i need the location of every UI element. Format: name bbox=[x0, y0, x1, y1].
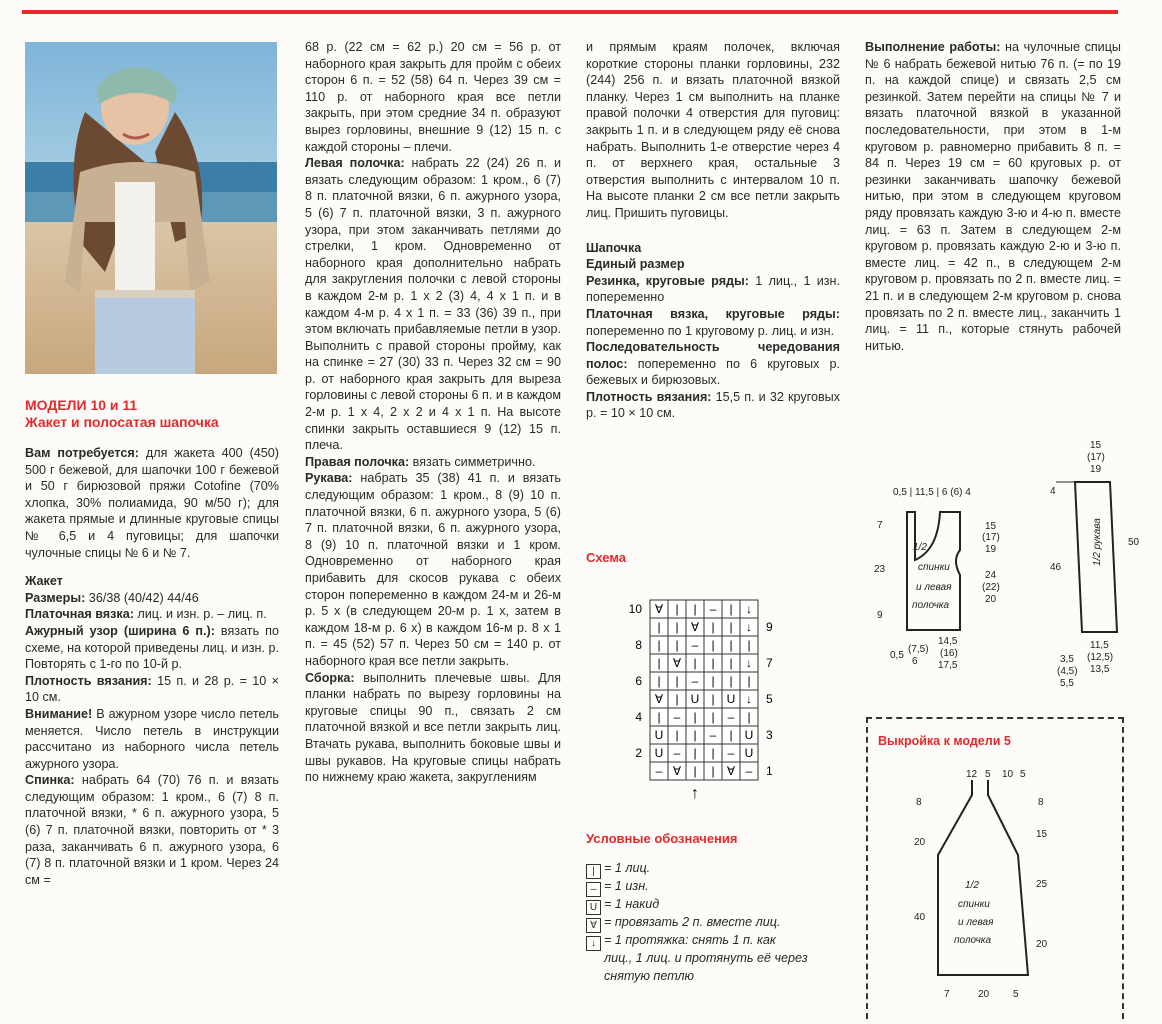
chart-symbol: | bbox=[675, 674, 679, 688]
legend-symbol: – bbox=[586, 882, 601, 897]
chart-symbol: – bbox=[709, 602, 717, 616]
chart-symbol: | bbox=[657, 710, 661, 724]
sleeve-bottom-4: 3,5 bbox=[1060, 654, 1074, 665]
back-bottom-5: (16) bbox=[940, 648, 958, 659]
rib-paragraph: Резинка, круговые ряды: 1 лиц., 1 изн. попеременно bbox=[586, 273, 840, 305]
legend-symbol: U bbox=[586, 900, 601, 915]
density-paragraph: Плотность вязания: 15 п. и 28 р. = 10 × 10 см. bbox=[25, 673, 279, 705]
legend-item bbox=[586, 878, 649, 897]
right-front-paragraph: Правая полочка: вязать симметрично. bbox=[305, 454, 536, 469]
back-bottom-2: (7,5) bbox=[908, 644, 929, 655]
back-right-4: 24 bbox=[985, 570, 997, 581]
m5-shape-2: спинки bbox=[958, 899, 990, 910]
chart-row-label: 8 bbox=[635, 638, 642, 652]
sleeve-bottom-3: 13,5 bbox=[1090, 664, 1110, 675]
back-bottom-1: 0,5 bbox=[890, 650, 904, 661]
chart-symbol: | bbox=[729, 728, 733, 742]
jacket-heading: Жакет bbox=[25, 574, 63, 589]
chart-symbol: | bbox=[729, 602, 733, 616]
legend-item bbox=[604, 968, 694, 984]
m5-bottom-3: 5 bbox=[1013, 989, 1019, 1000]
legend-text: = 1 протяжка: снять 1 п. как bbox=[604, 933, 776, 947]
sleeve-top-2: (17) bbox=[1087, 452, 1105, 463]
back-top-dims: 0,5 | 11,5 | 6 (6) 4 bbox=[893, 487, 971, 498]
chart-symbol: – bbox=[727, 746, 735, 760]
column-2 bbox=[305, 39, 561, 786]
chart-symbol: | bbox=[693, 602, 697, 616]
m5-top-3: 10 bbox=[1002, 769, 1014, 780]
chart-symbol: ∀ bbox=[672, 764, 682, 778]
m5-shape-1: 1/2 bbox=[965, 880, 979, 891]
chart-symbol: | bbox=[693, 746, 697, 760]
chart-symbol: | bbox=[711, 746, 715, 760]
chart-row-label: 1 bbox=[766, 764, 773, 778]
back-bottom-4: 14,5 bbox=[938, 636, 958, 647]
sizes-paragraph: Размеры: 36/38 (40/42) 44/46 bbox=[25, 590, 199, 605]
chart-row-label: 7 bbox=[766, 656, 773, 670]
column-3 bbox=[586, 39, 840, 422]
chart-symbol: | bbox=[711, 674, 715, 688]
sleeve-bottom-1: 11,5 bbox=[1090, 640, 1109, 651]
hat-density-paragraph: Плотность вязания: 15,5 п. и 32 круговых р. = 10 × 10 см. bbox=[586, 389, 840, 421]
sleeve-top-3: 19 bbox=[1090, 464, 1102, 475]
back-bottom-3: 6 bbox=[912, 656, 918, 667]
legend-item bbox=[586, 914, 780, 933]
materials-paragraph: Вам потребуется: для жакета 400 (450) 500 г бежевой, для шапочки 100 г бежевой и 50 г бирюзовой пряжи Cotofine (70% хлопка, 30% полиамида, 90 м/50 г); для жакета прямые и длинные круговые спицы № 6,5 и 4 пуговицы; для шапочки чулочные спицы № 6 и № 7. bbox=[25, 446, 279, 560]
legend-item bbox=[586, 932, 776, 951]
chart-symbol: ∀ bbox=[690, 620, 700, 634]
legend-item bbox=[586, 896, 659, 915]
chart-symbol: U bbox=[744, 746, 754, 760]
legend-text: = 1 лиц. bbox=[604, 861, 651, 875]
back-shape-label-3: и левая bbox=[916, 582, 952, 593]
sleeve-left-1: 4 bbox=[1050, 486, 1056, 497]
back-paragraph: Спинка: набрать 64 (70) 76 п. и вязать следующим образом: 1 кром., 6 (7) 8 п. платочной вязки, * 6 п. ажурного узора, 5 (6) 7 п. платочной вязки, повторить от * 3 раза, заканчивать 6 п. ажурного узора, 6 (7) 8 п. платочной вязки и 1 кром. Через 24 см = bbox=[25, 773, 279, 887]
m5-right-1: 8 bbox=[1038, 797, 1044, 808]
chart-symbol: U bbox=[726, 692, 736, 706]
chart-row-label: 2 bbox=[635, 746, 642, 760]
chart-symbol: ∀ bbox=[654, 602, 664, 616]
chart-symbol: ∀ bbox=[672, 656, 682, 670]
chart-symbol: | bbox=[693, 728, 697, 742]
model5-schematic bbox=[868, 755, 1118, 1015]
jacket-schematic bbox=[860, 440, 1160, 700]
hat-work-paragraph: Выполнение работы: на чулочные спицы № 6 набрать бежевой нитью 76 п. (= по 19 п. на каждой спице) и связать 2,5 см резинкой. Затем перейти на спицы № 7 и вязать платочной вязкой в указанной последовательности, при этом в 1-м круговом р. равномерно прибавить 8 п. = 84 п. Через 19 см = 60 круговых р. от резинки заканчивать шапочку бежевой нитью, при этом в следующем круговом ряду провязать каждую 3-ю и 4-ю п. вместе лиц. = 63 п. Затем в следующем 2-м круговом р. провязать каждую 2-ю и 3-ю п. вместе лиц. = 42 п., в следующем 2-м круговом р. провязать по 2 п. вместе лиц. = 21 п. и в следующем 2-м круговом р. снова провязать по 2 п. вместе лиц., заканчить 1 лиц. = 11 п., которые стянуть рабочей нитью. bbox=[865, 40, 1121, 353]
chart-row-label: 9 bbox=[766, 620, 773, 634]
m5-right-4: 20 bbox=[1036, 939, 1048, 950]
sleeve-bottom-5: (4,5) bbox=[1057, 666, 1078, 677]
sleeves-paragraph: Рукава: набрать 35 (38) 41 п. и вязать следующим образом: 1 кром., 8 (9) 10 п. платочной вязки, 6 п. ажурного узора, 5 (6) 7 п. платочной вязки, 6 п. ажурного узора, 8 (9) 10 п. платочной вязки и 1 кром. Одновременно от наборного края прибавить для скосов рукава с обеих сторон попеременно в каждом 24-м и 26-м р. 5 х (в следующем 20-м р. 1 х, затем в каждом 18-м р. 6 х) в каждом 16-м р. 8 х 1 п. = 45 (52) 57 п. Через 50 см = 140 р. от наборного края все петли закрыть. bbox=[305, 471, 561, 668]
assembly-paragraph: Сборка: выполнить плечевые швы. Для планки набрать по вырезу горловины на круговые спицы 90 п., связать 2 см платочной вязкой и все петли закрыть лиц. Втачать рукава, выполнить боковые швы и швы рукавов. На круговые спицы набрать по нижнему краю жакета, закруглениям bbox=[305, 670, 561, 785]
model5-heading: Выкройка к модели 5 bbox=[878, 734, 1011, 748]
sleeve-left-2: 46 bbox=[1050, 562, 1062, 573]
chart-symbol: | bbox=[675, 602, 679, 616]
chart-symbol: ∀ bbox=[726, 764, 736, 778]
chart-row-label: 3 bbox=[766, 728, 773, 742]
chart-symbol: – bbox=[673, 710, 681, 724]
chart-symbol: U bbox=[654, 746, 664, 760]
hat-size: Единый размер bbox=[586, 257, 685, 272]
chart-symbol: ↓ bbox=[746, 620, 752, 634]
column-4 bbox=[865, 39, 1121, 354]
chart-symbol: | bbox=[675, 728, 679, 742]
m5-top-4: 5 bbox=[1020, 769, 1026, 780]
left-front-paragraph: Левая полочка: набрать 22 (24) 26 п. и вязать следующим образом: 1 кром., 6 (7) 8 п. платочной вязки, 6 п. ажурного узора, 5 (6) 7 п. платочной вязки, 3 п. ажурного узора, при этом заканчивать петлями до стрелки, 1 кром. Одновременно от наборного края дополнительно набрать для закругления полочки с левой стороны в каждом 2-м р. 1 х 2 (3) 4, 4 х 1 п. и в каждом 4-м р. 4 х 1 п. = 33 (36) 39 п., при этом включать прибавляемые петли в узор. Выполнить с правой стороны пройму, как на спинке = 27 (30) 33 п. Через 32 см = 90 р. от наборного края закрыть для выреза горловины с левой стороны 6 п. и в каждом 2-м р. 1 х 4, 2 х 2 и 4 х 1 п. На высоте спинки закрыть оставшиеся 9 (12) 15 п. плеча. bbox=[305, 156, 561, 453]
chart-symbol: | bbox=[657, 620, 661, 634]
back-left-3: 9 bbox=[877, 610, 883, 621]
chart-symbol: | bbox=[711, 620, 715, 634]
m5-left-2: 20 bbox=[914, 837, 926, 848]
chart-row-label: 5 bbox=[766, 692, 773, 706]
sleeve-bottom-6: 5,5 bbox=[1060, 678, 1074, 689]
m5-right-2: 15 bbox=[1036, 829, 1048, 840]
chart-symbol: | bbox=[675, 620, 679, 634]
legend-symbol: | bbox=[586, 864, 601, 879]
m5-shape-4: полочка bbox=[954, 935, 992, 946]
back-left-2: 23 bbox=[874, 564, 886, 575]
chart-row-label: 4 bbox=[635, 710, 642, 724]
back-right-2: (17) bbox=[982, 532, 1000, 543]
chart-symbol: | bbox=[729, 656, 733, 670]
assembly-continued: и прямым краям полочек, включая короткие стороны планки горловины, 232 (244) 256 п. и вязать платочной вязкой планку. Через 1 см выполнить на планке правой полочки 4 отверстия для пуговиц: закрыть 1 п. и в следующем ряду её снова набрать. Выполнить 1-е отверстие через 4 п. от верхнего края, остальные 3 отверстия выполнить с интервалом 10 п. На высоте планки 2 см все петли закрыть лиц. Пришить пуговицы. bbox=[586, 40, 840, 220]
lace-chart bbox=[590, 580, 820, 802]
m5-shape-3: и левая bbox=[958, 917, 994, 928]
chart-symbol: – bbox=[745, 764, 753, 778]
chart-symbol: – bbox=[709, 728, 717, 742]
top-rule bbox=[22, 10, 1118, 14]
back-bottom-6: 17,5 bbox=[938, 660, 958, 671]
chart-symbol: | bbox=[711, 638, 715, 652]
legend-item bbox=[604, 950, 808, 966]
back-continued: 68 р. (22 см = 62 р.) 20 см = 56 р. от наборного края закрыть для пройм с обеих сторон 6 п. = 52 (58) 64 п. Через 39 см = 110 р. от наборного края все петли закрыть, при этом средние 34 п. образуют вырез горловины, внешние 9 (12) 15 п. с каждой стороны – плечи. bbox=[305, 40, 561, 154]
back-shape-label-1: 1/2 bbox=[913, 542, 927, 553]
chart-symbol: U bbox=[744, 728, 754, 742]
legend-text: снятую петлю bbox=[604, 969, 695, 983]
m5-right-3: 25 bbox=[1036, 879, 1048, 890]
chart-symbol: – bbox=[691, 674, 699, 688]
lace-paragraph: Ажурный узор (ширина 6 п.): вязать по схеме, на которой приведены лиц. и изн. р. Повторять с 1-го по 10-й р. bbox=[25, 623, 279, 672]
chart-symbol: | bbox=[729, 674, 733, 688]
legend-item bbox=[586, 860, 650, 879]
sleeve-bottom-2: (12,5) bbox=[1087, 652, 1114, 663]
chart-arrow-icon: ↑ bbox=[691, 785, 699, 802]
schema-heading: Схема bbox=[586, 550, 627, 565]
chart-symbol: | bbox=[657, 638, 661, 652]
m5-bottom-2: 20 bbox=[978, 989, 990, 1000]
attention-paragraph: Внимание! В ажурном узоре число петель меняется. Число петель в инструкции рассчитано из наборного числа петель ажурного узора. bbox=[25, 706, 279, 771]
back-right-1: 15 bbox=[985, 521, 997, 532]
chart-row-label: 10 bbox=[628, 602, 642, 616]
back-right-6: 20 bbox=[985, 594, 997, 605]
chart-symbol: | bbox=[657, 656, 661, 670]
hat-garter-paragraph: Платочная вязка, круговые ряды: попеременно по 1 круговому р. лиц. и изн. bbox=[586, 306, 840, 338]
chart-symbol: – bbox=[655, 764, 663, 778]
chart-symbol: | bbox=[729, 620, 733, 634]
column-1 bbox=[25, 397, 279, 888]
chart-symbol: | bbox=[657, 674, 661, 688]
m5-bottom-1: 7 bbox=[944, 989, 950, 1000]
legend-text: = провязать 2 п. вместе лиц. bbox=[604, 915, 781, 929]
legend-heading: Условные обозначения bbox=[586, 831, 738, 846]
garter-paragraph: Платочная вязка: лиц. и изн. р. – лиц. п. bbox=[25, 607, 267, 622]
chart-symbol: U bbox=[690, 692, 700, 706]
chart-symbol: ↓ bbox=[746, 602, 752, 616]
chart-symbol: | bbox=[711, 692, 715, 706]
sleeve-top-1: 15 bbox=[1090, 440, 1102, 451]
chart-symbol: | bbox=[747, 674, 751, 688]
model-photo bbox=[25, 42, 277, 374]
chart-symbol: – bbox=[727, 710, 735, 724]
sleeve-shape-label: 1/2 рукава bbox=[1092, 518, 1103, 566]
chart-symbol: | bbox=[747, 710, 751, 724]
chart-symbol: – bbox=[673, 746, 681, 760]
stripes-paragraph: Последовательность чередования полос: попеременно по 6 круговых р. бежевых и бирюзовых. bbox=[586, 340, 840, 388]
chart-symbol: | bbox=[711, 764, 715, 778]
hat-heading: Шапочка bbox=[586, 240, 642, 255]
back-shape-label-4: полочка bbox=[912, 600, 950, 611]
chart-symbol: | bbox=[693, 710, 697, 724]
chart-symbol: | bbox=[711, 656, 715, 670]
m5-left-3: 40 bbox=[914, 912, 926, 923]
chart-symbol: ↓ bbox=[746, 656, 752, 670]
chart-symbol: | bbox=[693, 656, 697, 670]
legend-text: лиц., 1 лиц. и протянуть её через bbox=[604, 951, 808, 965]
sleeve-right: 50 bbox=[1128, 537, 1140, 548]
chart-symbol: ∀ bbox=[654, 692, 664, 706]
legend-symbol: ↓ bbox=[586, 936, 601, 951]
chart-symbol: – bbox=[691, 638, 699, 652]
m5-top-1: 12 bbox=[966, 769, 978, 780]
chart-symbol: | bbox=[693, 764, 697, 778]
chart-symbol: | bbox=[675, 638, 679, 652]
model-title: МОДЕЛИ 10 и 11 bbox=[25, 397, 138, 413]
back-right-5: (22) bbox=[982, 582, 1000, 593]
chart-symbol: U bbox=[654, 728, 664, 742]
chart-symbol: | bbox=[675, 692, 679, 706]
m5-left-1: 8 bbox=[916, 797, 922, 808]
chart-symbol: | bbox=[729, 638, 733, 652]
legend-text: = 1 накид bbox=[604, 897, 660, 911]
legend-text: = 1 изн. bbox=[604, 879, 649, 893]
m5-top-2: 5 bbox=[985, 769, 991, 780]
chart-row-label: 6 bbox=[635, 674, 642, 688]
chart-symbol: ↓ bbox=[746, 692, 752, 706]
chart-symbol: | bbox=[711, 710, 715, 724]
back-left-1: 7 bbox=[877, 520, 883, 531]
back-shape-label-2: спинки bbox=[918, 562, 950, 573]
legend-symbol: ∀ bbox=[586, 918, 601, 933]
chart-symbol: | bbox=[747, 638, 751, 652]
model-subtitle: Жакет и полосатая шапочка bbox=[25, 414, 219, 430]
back-right-3: 19 bbox=[985, 544, 997, 555]
